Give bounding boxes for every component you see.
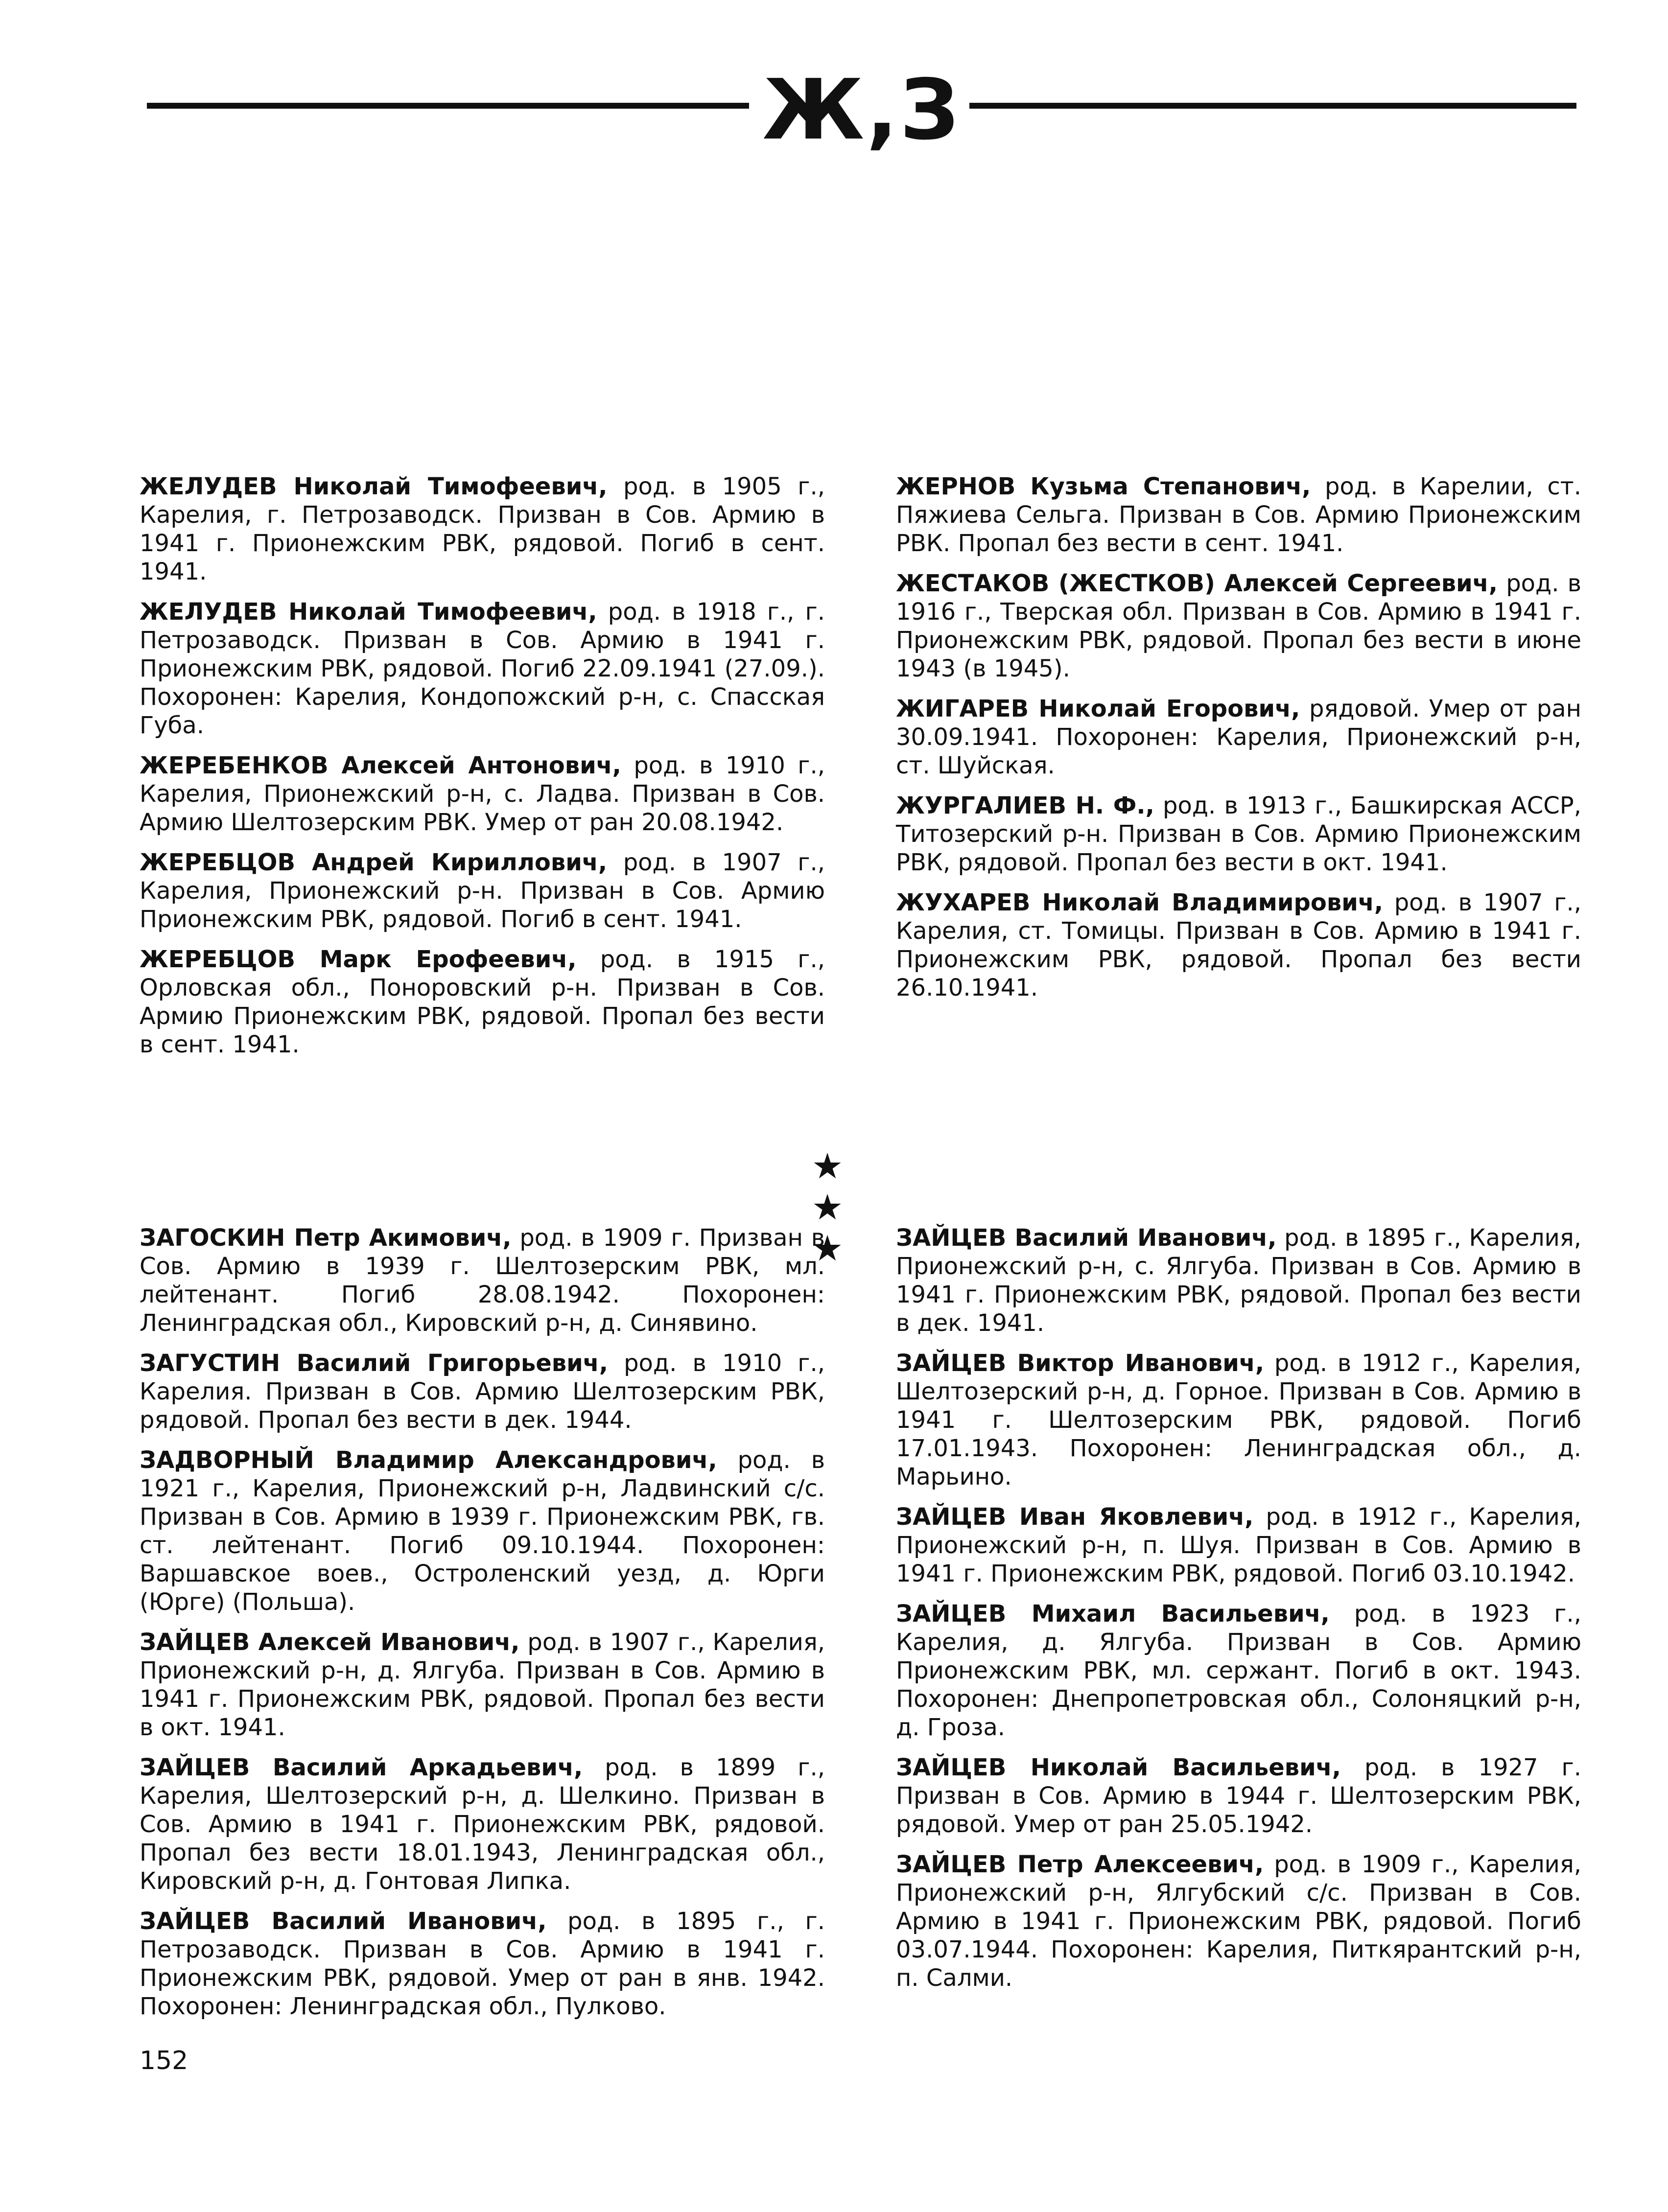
entry — [896, 1753, 1581, 1839]
header-rule-left — [147, 103, 749, 109]
entry-name: ЗАЙЦЕВ Алексей Иванович, — [140, 1629, 520, 1656]
entry — [140, 751, 825, 837]
entry — [140, 1628, 825, 1742]
column-left-zh — [140, 472, 825, 1071]
entry-text: род. в 1915 г., Орловская обл., Поноровский р-н. Призван в Сов. Армию Прионежским РВК, рядовой. Пропал без вести в сент. 1941. — [140, 946, 825, 1058]
entry-name: ЗАЙЦЕВ Василий Иванович, — [140, 1908, 547, 1935]
entry-name: ЖЕЛУДЕВ Николай Тимофеевич, — [140, 598, 597, 626]
entry-text: род. в 1916 г., Тверская обл. Призван в Сов. Армию в 1941 г. Прионежским РВК, рядовой. Пропал без вести в июне 1943 (в 1945). — [896, 570, 1581, 682]
entry — [896, 695, 1581, 780]
entry — [140, 1446, 825, 1616]
header-rule-right — [969, 103, 1576, 109]
section-letters: Ж,З — [762, 62, 961, 159]
entry-text: род. в 1910 г., Карелия, Прионежский р-н, с. Ладва. Призван в Сов. Армию Шелтозерским РВК. Умер от ран 20.08.1942. — [140, 752, 825, 836]
entry-name: ЖУРГАЛИЕВ Н. Ф., — [896, 792, 1154, 819]
entry-text: род. в Карелии, ст. Пяжиева Сельга. Призван в Сов. Армию Прионежским РВК. Пропал без вести в сент. 1941. — [896, 473, 1582, 557]
entry-name: ЖЕРЕБЦОВ Андрей Кириллович, — [140, 849, 608, 876]
entry-name: ЗАЙЦЕВ Иван Яковлевич, — [896, 1503, 1254, 1531]
entry — [896, 1600, 1581, 1742]
entry-text: род. в 1918 г., г. Петрозаводск. Призван в Сов. Армию в 1941 г. Прионежским РВК, рядовой. Погиб 22.09.1941 (27.09.). Похоронен: Карелия, Кондопожский р-н, с. Спасская Губа. — [140, 598, 825, 739]
entry — [896, 472, 1581, 558]
entry — [896, 1349, 1581, 1491]
entry-name: ЖУХАРЕВ Николай Владимирович, — [896, 889, 1384, 916]
entry — [896, 1850, 1581, 1992]
entry-name: ЗАЙЦЕВ Михаил Васильевич, — [896, 1600, 1330, 1628]
entry-name: ЗАДВОРНЫЙ Владимир Александрович, — [140, 1446, 717, 1474]
entry-name: ЗАЙЦЕВ Василий Иванович, — [896, 1224, 1277, 1252]
entry-text: род. в 1907 г., Карелия, ст. Томицы. Призван в Сов. Армию в 1941 г. Прионежским РВК, рядовой. Пропал без вести 26.10.1941. — [896, 889, 1581, 1001]
entry-name: ЗАЙЦЕВ Василий Аркадьевич, — [140, 1754, 583, 1781]
entry-name: ЖИГАРЕВ Николай Егорович, — [896, 695, 1300, 722]
entry-text: род. в 1895 г., Карелия, Прионежский р-н, с. Ялгуба. Призван в Сов. Армию в 1941 г. Прионежским РВК, рядовой. Пропал без вести в дек. 1941. — [896, 1224, 1581, 1337]
entry — [140, 598, 825, 740]
entry-text: род. в 1909 г., Карелия, Прионежский р-н, Ялгубский с/с. Призван в Сов. Армию в 1941 г. Прионежским РВК, рядовой. Погиб 03.07.1944. Похоронен: Карелия, Питкярантский р-н, п. Салми. — [896, 1851, 1581, 1992]
entry-text: род. в 1895 г., г. Петрозаводск. Призван в Сов. Армию в 1941 г. Прионежским РВК, рядовой. Умер от ран в янв. 1942. Похоронен: Ленинградская обл., Пулково. — [140, 1908, 825, 2020]
entry-name: ЗАГУСТИН Василий Григорьевич, — [140, 1350, 608, 1377]
entry — [140, 1753, 825, 1895]
entry — [140, 1349, 825, 1434]
entry-name: ЖЕЛУДЕВ Николай Тимофеевич, — [140, 473, 608, 500]
entry-name: ЗАЙЦЕВ Петр Алексеевич, — [896, 1851, 1264, 1878]
entry-text: род. в 1905 г., Карелия, г. Петрозаводск. Призван в Сов. Армию в 1941 г. Прионежским РВК, рядовой. Погиб в сент. 1941. — [140, 473, 825, 585]
entry-name: ЖЕРНОВ Кузьма Степанович, — [896, 473, 1311, 500]
entry-text: род. в 1907 г., Карелия, Прионежский р-н. Призван в Сов. Армию Прионежским РВК, рядовой. Погиб в сент. 1941. — [140, 849, 825, 933]
entry-name: ЖЕРЕБЕНКОВ Алексей Антонович, — [140, 752, 621, 779]
entry-text: род. в 1899 г., Карелия, Шелтозерский р-н, д. Шелкино. Призван в Сов. Армию в 1941 г. Прионежским РВК, рядовой. Пропал без вести 18.01.1943, Ленинградская обл., Кировский р-н, д. Гонтовая Липка. — [140, 1754, 825, 1895]
section-divider-stars: ★ ★ ★ — [811, 1145, 863, 1269]
entry-name: ЗАЙЦЕВ Виктор Иванович, — [896, 1350, 1265, 1377]
entry — [140, 945, 825, 1059]
section-header — [147, 62, 1576, 159]
page-number: 152 — [140, 2046, 188, 2075]
entry — [140, 472, 825, 586]
entry — [140, 1224, 825, 1337]
entry-text: род. в 1927 г. Призван в Сов. Армию в 1944 г. Шелтозерским РВК, рядовой. Умер от ран 25.05.1942. — [896, 1754, 1582, 1838]
entry-text: род. в 1907 г., Карелия, Прионежский р-н, д. Ялгуба. Призван в Сов. Армию в 1941 г. Прионежским РВК, рядовой. Пропал без вести в окт. 1941. — [140, 1629, 825, 1741]
entry-text: рядовой. Умер от ран 30.09.1941. Похоронен: Карелия, Прионежский р-н, ст. Шуйская. — [896, 695, 1581, 779]
entry — [896, 792, 1581, 877]
entry-text: род. в 1913 г., Башкирская АССР, Титозерский р-н. Призван в Сов. Армию Прионежским РВК, рядовой. Пропал без вести в окт. 1941. — [896, 792, 1581, 876]
entry — [896, 1503, 1581, 1588]
entry-text: род. в 1912 г., Карелия, Шелтозерский р-н, д. Горное. Призван в Сов. Армию в 1941 г. Шелтозерским РВК, рядовой. Погиб 17.01.1943. Похоронен: Ленинградская обл., д. Марьино. — [896, 1350, 1582, 1490]
entry — [896, 1224, 1581, 1337]
column-left-z — [140, 1224, 825, 2032]
entry-name: ЖЕСТАКОВ (ЖЕСТКОВ) Алексей Сергеевич, — [896, 570, 1498, 597]
entry-name: ЗАГОСКИН Петр Акимович, — [140, 1224, 512, 1252]
entry-text: род. в 1921 г., Карелия, Прионежский р-н, Ладвинский с/с. Призван в Сов. Армию в 1939 г. Прионежским РВК, гв. ст. лейтенант. Погиб 09.10.1944. Похоронен: Варшавское воев., Остроленский уезд, д. Юрги (Юрге) (Польша). — [140, 1446, 825, 1616]
entry-text: род. в 1912 г., Карелия, Прионежский р-н, п. Шуя. Призван в Сов. Армию в 1941 г. Прионежским РВК, рядовой. Погиб 03.10.1942. — [896, 1503, 1581, 1587]
entry — [140, 1907, 825, 2021]
column-right-zh — [896, 472, 1581, 1014]
entry-name: ЗАЙЦЕВ Николай Васильевич, — [896, 1754, 1341, 1781]
entry — [896, 888, 1581, 1002]
entry — [140, 848, 825, 933]
entry — [896, 569, 1581, 683]
entry-text: род. в 1909 г. Призван в Сов. Армию в 1939 г. Шелтозерским РВК, мл. лейтенант. Погиб 28.08.1942. Похоронен: Ленинградская обл., Кировский р-н, д. Синявино. — [140, 1224, 825, 1337]
column-right-z — [896, 1224, 1581, 2004]
entry-text: род. в 1910 г., Карелия. Призван в Сов. Армию Шелтозерским РВК, рядовой. Пропал без вести в дек. 1944. — [140, 1350, 825, 1434]
entry-name: ЖЕРЕБЦОВ Марк Ерофеевич, — [140, 946, 577, 973]
entry-text: род. в 1923 г., Карелия, д. Ялгуба. Призван в Сов. Армию Прионежским РВК, мл. сержант. Погиб в окт. 1943. Похоронен: Днепропетровская обл., Солоняцкий р-н, д. Гроза. — [896, 1600, 1581, 1741]
